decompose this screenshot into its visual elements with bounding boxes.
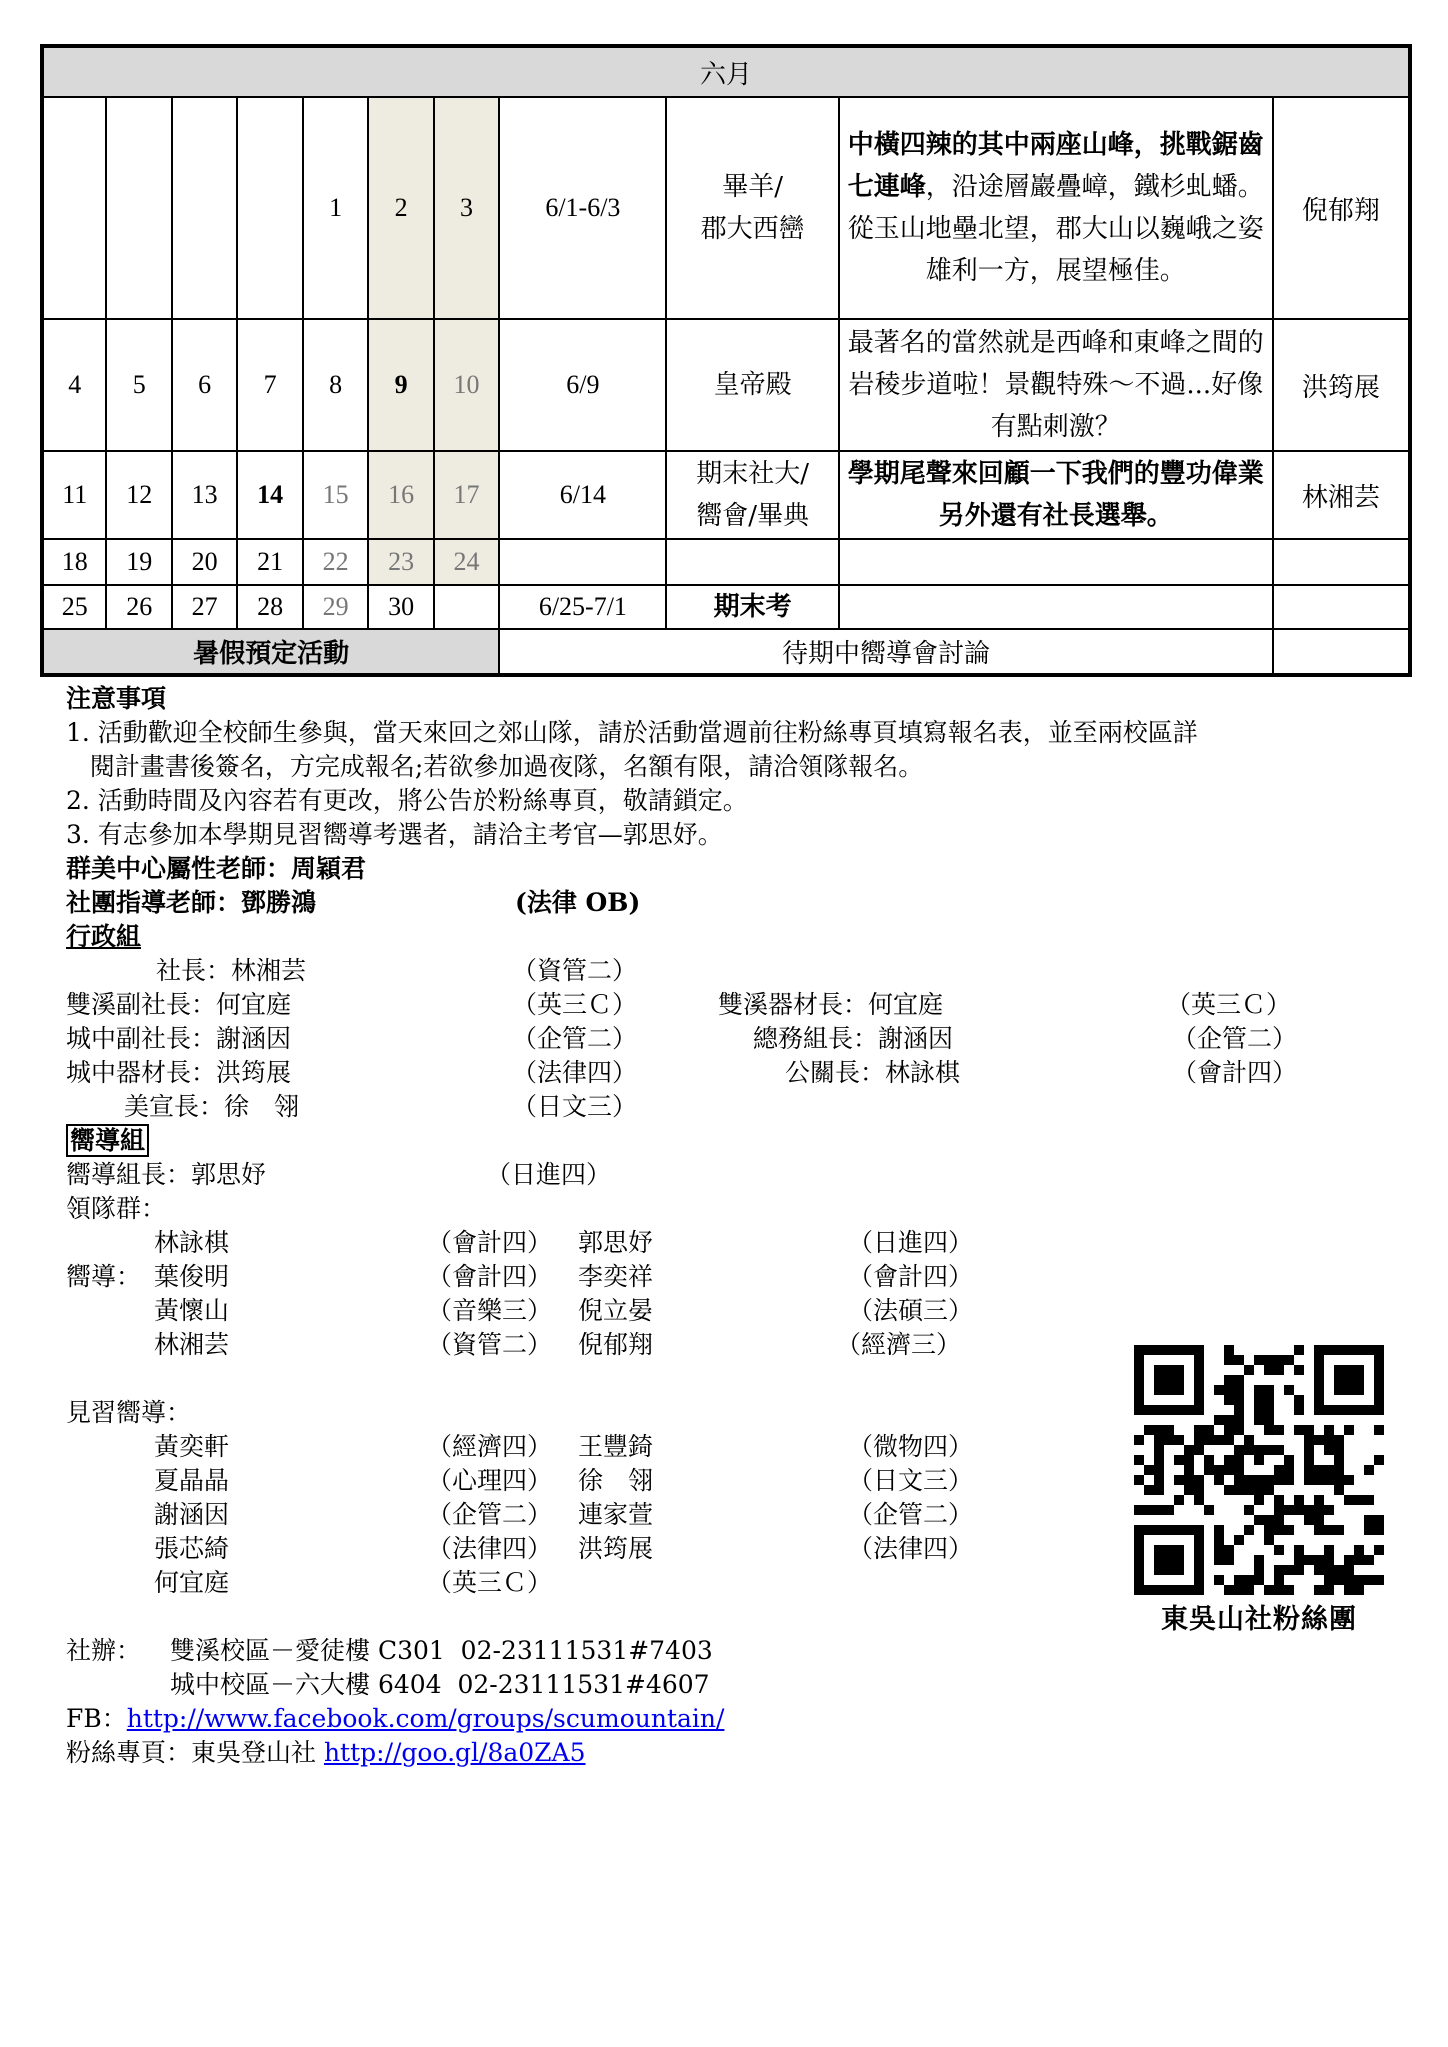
table-row: [42, 97, 1410, 319]
place-cell: 期末考: [666, 585, 838, 629]
date-cell: 6/1-6/3: [499, 97, 666, 319]
guide-dept: （經濟三）: [836, 1330, 962, 1359]
trainee-dept: （法律四）: [427, 1534, 553, 1563]
guide-name: 李奕祥: [578, 1262, 654, 1291]
advisor-dept: (法律 OB): [515, 888, 641, 917]
leader-cell: 洪筠展: [1273, 319, 1410, 451]
description-text: ，沿途層巖疊嶂，鐵杉虬蟠。從玉山地壘北望，郡大山以巍峨之姿雄利一方，展望極佳。: [847, 172, 1264, 286]
trainee-name: 王豐錡: [578, 1432, 654, 1461]
day-cell: 28: [237, 585, 302, 629]
leaders-label: 領隊群：: [66, 1194, 167, 1223]
office-label: 社辦：: [66, 1636, 142, 1665]
day-cell: 10: [434, 319, 499, 451]
guide-name: 郭思妤: [578, 1228, 654, 1257]
guide-dept: （法碩三）: [848, 1296, 974, 1325]
guide-name: 倪郁翔: [578, 1330, 654, 1359]
place-line: 期末社大/: [696, 459, 809, 489]
day-cell: 23: [368, 539, 433, 585]
day-cell: 17: [434, 451, 499, 539]
place-line: 皇帝殿: [713, 370, 792, 400]
guide-dept: （會計四）: [427, 1228, 553, 1257]
day-cell: 14: [237, 451, 302, 539]
day-cell: 5: [106, 319, 171, 451]
trainee-dept: （經濟四）: [427, 1432, 553, 1461]
officer-role: 美宣長：徐 翎: [124, 1092, 300, 1121]
fb-label: FB：: [66, 1704, 127, 1733]
description-cell: [839, 97, 1273, 319]
description-highlight: 中橫四辣的其中兩座山峰，挑戰鋸齒七連峰: [847, 130, 1264, 202]
guide-name: 倪立晏: [578, 1296, 654, 1325]
day-cell: 27: [172, 585, 237, 629]
place-cell: [666, 97, 838, 319]
description-cell: [839, 585, 1273, 629]
day-cell: 13: [172, 451, 237, 539]
office-chengzhong: 城中校區－六大樓 6404 02-23111531#4607: [170, 1670, 710, 1699]
trainee-name: 連家萱: [578, 1500, 654, 1529]
date-cell: 6/14: [499, 451, 666, 539]
place-line: 郡大西巒: [700, 214, 805, 244]
fb-link[interactable]: http://www.facebook.com/groups/scumountain/: [126, 1704, 725, 1733]
officer-role: 城中副社長：謝涵因: [66, 1024, 292, 1053]
officer-role: 社長：林湘芸: [156, 956, 307, 985]
guide-name: 林湘芸: [154, 1330, 230, 1359]
guide-dept: （會計四）: [848, 1262, 974, 1291]
guide-dept: （資管二）: [427, 1330, 553, 1359]
note-item: 閱計畫書後簽名，方完成報名;若欲參加過夜隊，名額有限，請洽領隊報名。: [66, 752, 924, 781]
summer-label: 暑假預定活動: [42, 629, 499, 675]
guide-dept: （音樂三）: [427, 1296, 553, 1325]
leader-cell: 倪郁翔: [1273, 97, 1410, 319]
day-cell: 4: [42, 319, 106, 451]
day-cell: 12: [106, 451, 171, 539]
admin-section-title: 行政組: [66, 922, 142, 951]
day-cell: [237, 97, 302, 319]
note-item: 3. 有志參加本學期見習嚮導考選者，請洽主考官—郭思妤。: [66, 820, 723, 849]
table-row: [42, 451, 1410, 539]
fb-line: [66, 1702, 724, 1736]
place-line: 嚮會/畢典: [696, 501, 809, 531]
officer-role: 雙溪副社長：何宜庭: [66, 990, 292, 1019]
day-cell: [42, 97, 106, 319]
officer-role: 總務組長：謝涵因: [753, 1024, 954, 1053]
trainee-name: 何宜庭: [154, 1568, 230, 1597]
day-cell: 29: [303, 585, 368, 629]
guide-name: 葉俊明: [154, 1262, 230, 1291]
note-item: 1. 活動歡迎全校師生參與，當天來回之郊山隊，請於活動當週前往粉絲專頁填寫報名表，並至兩校區詳: [66, 718, 1198, 747]
table-row: [42, 539, 1410, 585]
guide-head: 嚮導組長：郭思妤: [66, 1160, 267, 1189]
trainee-name: 洪筠展: [578, 1534, 654, 1563]
day-cell: 26: [106, 585, 171, 629]
day-cell: 15: [303, 451, 368, 539]
qr-code-block: [1134, 1345, 1384, 1636]
guide-name: 黃懷山: [154, 1296, 230, 1325]
day-cell: 22: [303, 539, 368, 585]
day-cell: 2: [368, 97, 433, 319]
day-cell: [434, 585, 499, 629]
day-cell: 25: [42, 585, 106, 629]
day-cell: 18: [42, 539, 106, 585]
guides-label: 嚮導：: [66, 1262, 142, 1291]
officer-dept: （企管二）: [512, 1024, 638, 1053]
summer-text: 待期中嚮導會討論: [499, 629, 1273, 675]
guide-dept: （日進四）: [848, 1228, 974, 1257]
description-highlight: 學期尾聲來回顧一下我們的豐功偉業另外還有社長選舉。: [847, 459, 1264, 531]
office-shuangxi: 雙溪校區－愛徒樓 C301 02-23111531#7403: [170, 1636, 713, 1665]
guide-dept: （會計四）: [427, 1262, 553, 1291]
day-cell: 16: [368, 451, 433, 539]
table-row: [42, 319, 1410, 451]
officer-role: 雙溪器材長：何宜庭: [718, 990, 944, 1019]
trainee-dept: （企管二）: [848, 1500, 974, 1529]
notes-title: 注意事項: [66, 684, 167, 713]
leader-cell: 林湘芸: [1273, 451, 1410, 539]
officer-dept: （英三Ｃ）: [1166, 990, 1292, 1019]
qr-caption: 東吳山社粉絲團: [1161, 1604, 1357, 1635]
june-calendar-table: [40, 44, 1412, 677]
day-cell: 24: [434, 539, 499, 585]
trainee-dept: （日文三）: [848, 1466, 974, 1495]
day-cell: [172, 97, 237, 319]
trainee-name: 黃奕軒: [154, 1432, 230, 1461]
place-cell: [666, 539, 838, 585]
officer-dept: （會計四）: [1172, 1058, 1298, 1087]
date-cell: 6/9: [499, 319, 666, 451]
table-row: [42, 585, 1410, 629]
day-cell: 9: [368, 319, 433, 451]
advisor: 社團指導老師：鄧勝鴻: [66, 888, 317, 917]
place-cell: [666, 319, 838, 451]
leader-cell: [1273, 539, 1410, 585]
guide-head-dept: （日進四）: [486, 1160, 612, 1189]
summer-empty-cell: [1273, 629, 1410, 675]
guide-section-title-wrap: [66, 1124, 149, 1158]
day-cell: [106, 97, 171, 319]
trainee-name: 張芯綺: [154, 1534, 230, 1563]
trainee-dept: （心理四）: [427, 1466, 553, 1495]
summer-row: [42, 629, 1410, 675]
trainee-dept: （法律四）: [848, 1534, 974, 1563]
guide-section-title: 嚮導組: [66, 1124, 149, 1157]
officer-dept: （資管二）: [512, 956, 638, 985]
date-cell: 6/25-7/1: [499, 585, 666, 629]
guide-name: 林詠棋: [154, 1228, 230, 1257]
description-text: 最著名的當然就是西峰和東峰之間的岩稜步道啦！景觀特殊～不過...好像有點刺激？: [847, 328, 1264, 442]
description-cell: [839, 451, 1273, 539]
day-cell: 19: [106, 539, 171, 585]
day-cell: 3: [434, 97, 499, 319]
leader-cell: [1273, 585, 1410, 629]
day-cell: 20: [172, 539, 237, 585]
trainee-dept: （微物四）: [848, 1432, 974, 1461]
officer-role: 城中器材長：洪筠展: [66, 1058, 292, 1087]
officer-dept: （法律四）: [512, 1058, 638, 1087]
day-cell: 6: [172, 319, 237, 451]
description-cell: [839, 539, 1273, 585]
trainee-name: 謝涵因: [154, 1500, 230, 1529]
fanpage-label: 粉絲專頁：東吳登山社: [66, 1738, 324, 1767]
description-cell: [839, 319, 1273, 451]
fanpage-line: [66, 1736, 586, 1770]
date-cell: [499, 539, 666, 585]
trainee-label: 見習嚮導：: [66, 1398, 192, 1427]
day-cell: 7: [237, 319, 302, 451]
day-cell: 8: [303, 319, 368, 451]
trainee-dept: （企管二）: [427, 1500, 553, 1529]
qr-code-icon: [1134, 1345, 1384, 1595]
trainee-name: 夏晶晶: [154, 1466, 230, 1495]
fanpage-link[interactable]: http://goo.gl/8a0ZA5: [323, 1738, 586, 1767]
note-item: 2. 活動時間及內容若有更改，將公告於粉絲專頁，敬請鎖定。: [66, 786, 748, 815]
place-line: 畢羊/: [722, 172, 783, 202]
officer-dept: （企管二）: [1172, 1024, 1298, 1053]
officer-dept: （英三Ｃ）: [512, 990, 638, 1019]
trainee-name: 徐 翎: [578, 1466, 654, 1495]
trainee-dept: （英三Ｃ）: [427, 1568, 553, 1597]
day-cell: 1: [303, 97, 368, 319]
day-cell: 30: [368, 585, 433, 629]
center-teacher: 群美中心屬性老師：周穎君: [66, 854, 367, 883]
officer-dept: （日文三）: [512, 1092, 638, 1121]
officer-role: 公關長：林詠棋: [785, 1058, 961, 1087]
month-header: 六月: [42, 46, 1410, 97]
day-cell: 11: [42, 451, 106, 539]
place-cell: [666, 451, 838, 539]
day-cell: 21: [237, 539, 302, 585]
